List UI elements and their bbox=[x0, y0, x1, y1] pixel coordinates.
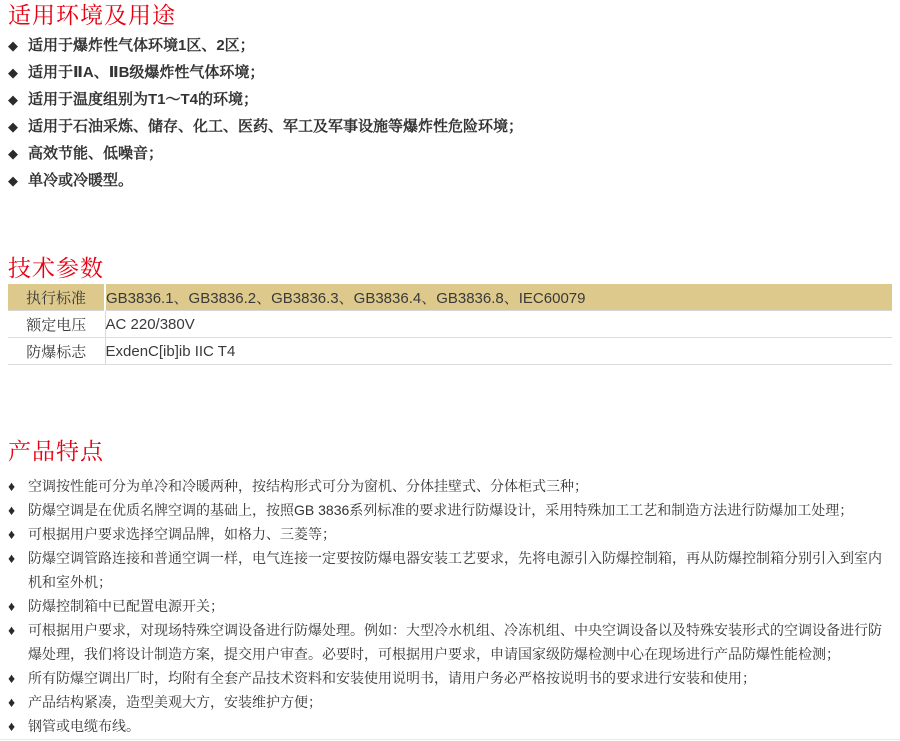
bullet-text: 空调按性能可分为单冷和冷暖两种，按结构形式可分为窗机、分体挂壁式、分体柜式三种； bbox=[28, 478, 588, 494]
bullet-text: 产品结构紧凑，造型美观大方，安装维护方便； bbox=[28, 694, 322, 710]
diamond-bullet-icon: ◆ bbox=[8, 119, 18, 134]
spec-table bbox=[8, 284, 892, 365]
diamond-bullet-icon: ♦ bbox=[8, 670, 16, 686]
diamond-bullet-icon: ♦ bbox=[8, 550, 16, 566]
bullet-text: 防爆空调管路连接和普通空调一样，电气连接一定要按防爆电器安装工艺要求，先将电源引入防爆控制箱，再从防爆控制箱分别引入到室内机和室外机； bbox=[28, 550, 882, 590]
list-item bbox=[8, 113, 892, 140]
section-specs bbox=[8, 255, 892, 365]
bullet-text: 适用于石油采炼、储存、化工、医药、军工及军事设施等爆炸性危险环境； bbox=[28, 118, 524, 135]
list-item bbox=[8, 594, 892, 618]
diamond-bullet-icon: ♦ bbox=[8, 478, 16, 494]
table-row bbox=[8, 338, 892, 365]
diamond-bullet-icon: ◆ bbox=[8, 146, 18, 161]
spec-value: ExdenC[ib]ib IIC T4 bbox=[105, 338, 892, 365]
list-item bbox=[8, 32, 892, 59]
bullet-text: 高效节能、低噪音； bbox=[28, 145, 164, 162]
spec-label: 执行标准 bbox=[8, 284, 105, 311]
diamond-bullet-icon: ♦ bbox=[8, 694, 16, 710]
features-section-title: 产品特点 bbox=[8, 438, 104, 464]
list-item bbox=[8, 522, 892, 546]
diamond-bullet-icon: ◆ bbox=[8, 92, 18, 107]
bullet-text: 钢管或电缆布线。 bbox=[28, 718, 140, 734]
list-item bbox=[8, 618, 892, 666]
bullet-text: 单冷或冷暖型。 bbox=[28, 172, 134, 189]
list-item bbox=[8, 714, 892, 738]
list-item bbox=[8, 666, 892, 690]
list-item bbox=[8, 140, 892, 167]
bullet-text: 可根据用户要求，对现场特殊空调设备进行防爆处理。例如：大型冷水机组、冷冻机组、中央空调设备以及特殊安装形式的空调设备进行防爆处理，我们将设计制造方案，提交用户审查。必要时，可根据用户要求，申请国家级防爆检测中心在现场进行产品防爆性能检测； bbox=[28, 622, 882, 662]
spec-label: 额定电压 bbox=[8, 311, 105, 338]
diamond-bullet-icon: ♦ bbox=[8, 622, 16, 638]
spec-value: AC 220/380V bbox=[105, 311, 892, 338]
list-item bbox=[8, 86, 892, 113]
table-row bbox=[8, 311, 892, 338]
diamond-bullet-icon: ♦ bbox=[8, 502, 16, 518]
features-bullet-list bbox=[8, 474, 892, 738]
bullet-text: 防爆控制箱中已配置电源开关； bbox=[28, 598, 224, 614]
spec-value: GB3836.1、GB3836.2、GB3836.3、GB3836.4、GB3836.8、IEC60079 bbox=[105, 284, 892, 311]
diamond-bullet-icon: ◆ bbox=[8, 173, 18, 188]
list-item bbox=[8, 167, 892, 194]
list-item bbox=[8, 546, 892, 594]
bullet-text: 适用于爆炸性气体环境1区、2区； bbox=[28, 37, 255, 54]
spec-label: 防爆标志 bbox=[8, 338, 105, 365]
bullet-text: 防爆空调是在优质名牌空调的基础上，按照GB 3836系列标准的要求进行防爆设计，采用特殊加工工艺和制造方法进行防爆加工处理； bbox=[28, 502, 854, 518]
usage-section-title: 适用环境及用途 bbox=[8, 2, 176, 28]
usage-bullet-list bbox=[8, 32, 892, 194]
diamond-bullet-icon: ◆ bbox=[8, 65, 18, 80]
bottom-divider bbox=[0, 739, 900, 740]
table-row bbox=[8, 284, 892, 311]
list-item bbox=[8, 498, 892, 522]
list-item bbox=[8, 474, 892, 498]
list-item bbox=[8, 59, 892, 86]
list-item bbox=[8, 690, 892, 714]
diamond-bullet-icon: ◆ bbox=[8, 38, 18, 53]
specs-section-title: 技术参数 bbox=[8, 255, 104, 281]
diamond-bullet-icon: ♦ bbox=[8, 526, 16, 542]
bullet-text: 适用于ⅡA、ⅡB级爆炸性气体环境； bbox=[28, 64, 265, 81]
diamond-bullet-icon: ♦ bbox=[8, 718, 16, 734]
bullet-text: 可根据用户要求选择空调品牌，如格力、三菱等； bbox=[28, 526, 336, 542]
bullet-text: 所有防爆空调出厂时，均附有全套产品技术资料和安装使用说明书，请用户务必严格按说明书的要求进行安装和使用； bbox=[28, 670, 756, 686]
diamond-bullet-icon: ♦ bbox=[8, 598, 16, 614]
section-usage bbox=[8, 2, 892, 194]
bullet-text: 适用于温度组别为T1～T4的环境； bbox=[28, 91, 259, 108]
section-features bbox=[8, 438, 892, 738]
